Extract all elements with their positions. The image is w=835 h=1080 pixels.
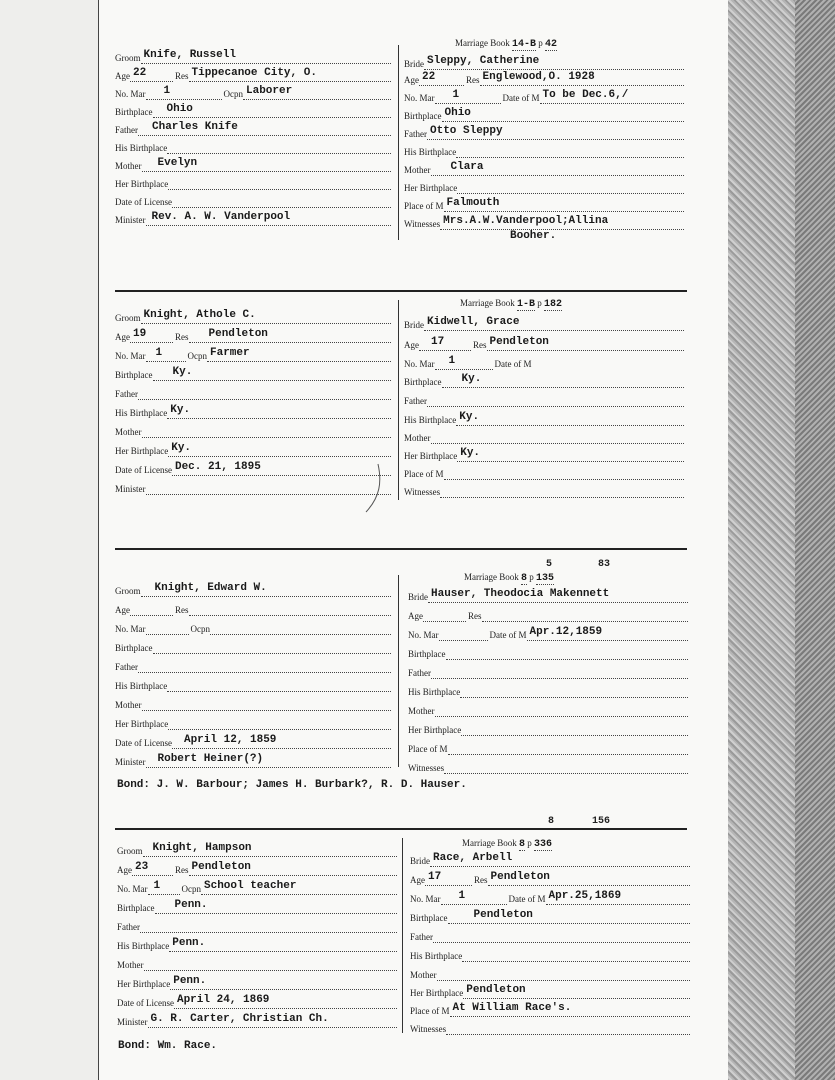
bride-name-field: Bride Kidwell, Grace	[404, 317, 684, 331]
groom-age-res-field: Age Res	[115, 602, 391, 616]
groom-mother-field: Mother Evelyn	[115, 158, 391, 172]
scan-border-dark	[795, 0, 835, 1080]
bride-father-field: Father	[410, 929, 690, 943]
bride-mar-date-field: No. Mar Date of M Apr.12,1859	[408, 627, 688, 641]
book-number-stack: 5	[546, 559, 553, 570]
groom-his-birthplace-field: His Birthplace Ky.	[115, 405, 391, 419]
bride-birthplace-field: Birthplace	[408, 646, 688, 660]
groom-her-birthplace-field: Her Birthplace Ky.	[115, 443, 391, 457]
bride-place-field: Place of M At William Race's.	[410, 1003, 690, 1017]
groom-name-field: Groom Knight, Athole C.	[115, 310, 391, 324]
groom-mar-ocpn-field: No. Mar 1 Ocpn Farmer	[115, 348, 391, 362]
groom-mother-field: Mother	[117, 957, 397, 971]
bride-father-field: Father	[408, 665, 688, 679]
bride-witnesses-field: Witnesses	[410, 1021, 690, 1035]
bride-birthplace-field: Birthplace Ky.	[404, 374, 684, 388]
bride-her-birthplace-field: Her Birthplace	[404, 180, 684, 194]
card-separator-1	[115, 290, 687, 292]
bride-mother-field: Mother	[410, 967, 690, 981]
bond-note: Bond: Wm. Race.	[118, 1040, 218, 1052]
groom-minister-field: Minister	[115, 481, 391, 495]
bride-her-birthplace-field: Her Birthplace	[408, 722, 688, 736]
page-number-stack: 83	[598, 559, 611, 570]
bride-place-field: Place of M Falmouth	[404, 198, 684, 212]
groom-name-field: Groom Knife, Russell	[115, 50, 391, 64]
bride-father-field: Father Otto Sleppy	[404, 126, 684, 140]
groom-minister-field: Minister Rev. A. W. Vanderpool	[115, 212, 391, 226]
card-divider	[398, 575, 399, 767]
card-divider	[398, 45, 399, 240]
bride-mother-field: Mother	[408, 703, 688, 717]
groom-his-birthplace-field: His Birthplace	[115, 140, 391, 154]
pen-stroke-mark	[360, 462, 384, 514]
bride-her-birthplace-field: Her Birthplace Pendleton	[410, 985, 690, 999]
groom-her-birthplace-field: Her Birthplace	[115, 176, 391, 190]
groom-her-birthplace-field: Her Birthplace Penn.	[117, 976, 397, 990]
bride-age-res-field: Age 17 Res Pendleton	[404, 337, 684, 351]
bride-her-birthplace-field: Her Birthplace Ky.	[404, 448, 684, 462]
book-number-stack: 8	[548, 816, 555, 827]
groom-father-field: Father Charles Knife	[115, 122, 391, 136]
groom-father-field: Father	[115, 386, 391, 400]
bride-his-birthplace-field: His Birthplace	[404, 144, 684, 158]
groom-mar-ocpn-field: No. Mar Ocpn	[115, 621, 391, 635]
bride-name-field: Bride Sleppy, Catherine	[404, 56, 684, 70]
card-divider	[398, 300, 399, 500]
bride-father-field: Father	[404, 393, 684, 407]
groom-age-res-field: Age 23 Res Pendleton	[117, 862, 397, 876]
bride-birthplace-field: Birthplace Ohio	[404, 108, 684, 122]
groom-birthplace-field: Birthplace	[115, 640, 391, 654]
bride-age-res-field: Age 17 Res Pendleton	[410, 872, 690, 886]
groom-father-field: Father	[117, 919, 397, 933]
groom-age-res-field: Age 19 Res Pendleton	[115, 329, 391, 343]
marriage-book-ref: Marriage Book 14-B p 42	[455, 38, 558, 50]
bride-his-birthplace-field: His Birthplace Ky.	[404, 412, 684, 426]
groom-license-date-field: Date of License April 12, 1859	[115, 735, 391, 749]
bond-note: Bond: J. W. Barbour; James H. Burbark?, R. D. Hauser.	[117, 779, 467, 791]
groom-his-birthplace-field: His Birthplace Penn.	[117, 938, 397, 952]
marriage-book-ref: Marriage Book 1-B p 182	[460, 298, 563, 310]
groom-license-date-field: Date of License Dec. 21, 1895	[115, 462, 391, 476]
bride-mother-field: Mother Clara	[404, 162, 684, 176]
groom-her-birthplace-field: Her Birthplace	[115, 716, 391, 730]
groom-license-date-field: Date of License April 24, 1869	[117, 995, 397, 1009]
bride-name-field: Bride Race, Arbell	[410, 853, 690, 867]
bride-birthplace-field: Birthplace Pendleton	[410, 910, 690, 924]
bride-name-field: Bride Hauser, Theodocia Makennett	[408, 589, 688, 603]
groom-license-date-field: Date of License	[115, 194, 391, 208]
groom-birthplace-field: Birthplace Penn.	[117, 900, 397, 914]
bride-age-res-field: Age Res	[408, 608, 688, 622]
card-divider	[402, 838, 403, 1033]
groom-mother-field: Mother	[115, 697, 391, 711]
groom-minister-field: Minister G. R. Carter, Christian Ch.	[117, 1014, 397, 1028]
groom-mother-field: Mother	[115, 424, 391, 438]
groom-name-field: Groom Knight, Hampson	[117, 843, 397, 857]
bride-his-birthplace-field: His Birthplace	[410, 948, 690, 962]
groom-name-field: Groom Knight, Edward W.	[115, 583, 391, 597]
groom-birthplace-field: Birthplace Ohio	[115, 104, 391, 118]
bride-witnesses-field: Witnesses Mrs.A.W.Vanderpool;Allina	[404, 216, 684, 230]
marriage-book-ref: Marriage Book 8 p 135	[464, 572, 555, 584]
page-number-stack: 156	[592, 816, 611, 827]
bride-witnesses-field: Witnesses	[408, 760, 688, 774]
bride-mar-date-field: No. Mar 1 Date of M	[404, 355, 532, 369]
bride-place-field: Place of M	[408, 741, 688, 755]
bride-place-field: Place of M	[404, 466, 684, 480]
groom-mar-ocpn-field: No. Mar 1 Ocpn Laborer	[115, 86, 391, 100]
bride-his-birthplace-field: His Birthplace	[408, 684, 688, 698]
bride-mother-field: Mother	[404, 430, 684, 444]
marriage-book-ref: Marriage Book 8 p 336	[462, 838, 553, 850]
groom-father-field: Father	[115, 659, 391, 673]
sheet-edge	[98, 0, 99, 1080]
bride-witnesses-field: Witnesses	[404, 484, 684, 498]
groom-his-birthplace-field: His Birthplace	[115, 678, 391, 692]
bride-age-res-field: Age 22 Res Englewood,O. 1928	[404, 72, 684, 86]
groom-minister-field: Minister Robert Heiner(?)	[115, 754, 391, 768]
card-separator-3	[115, 828, 687, 830]
bride-mar-date-field: No. Mar 1 Date of M Apr.25,1869	[410, 891, 690, 905]
bride-mar-date-field: No. Mar 1 Date of M To be Dec.6,/	[404, 90, 684, 104]
groom-age-res-field: Age 22 Res Tippecanoe City, O.	[115, 68, 391, 82]
groom-birthplace-field: Birthplace Ky.	[115, 367, 391, 381]
bride-witnesses-continued: Booher.	[510, 230, 557, 242]
groom-mar-ocpn-field: No. Mar 1 Ocpn School teacher	[117, 881, 397, 895]
card-separator-2	[115, 548, 687, 550]
